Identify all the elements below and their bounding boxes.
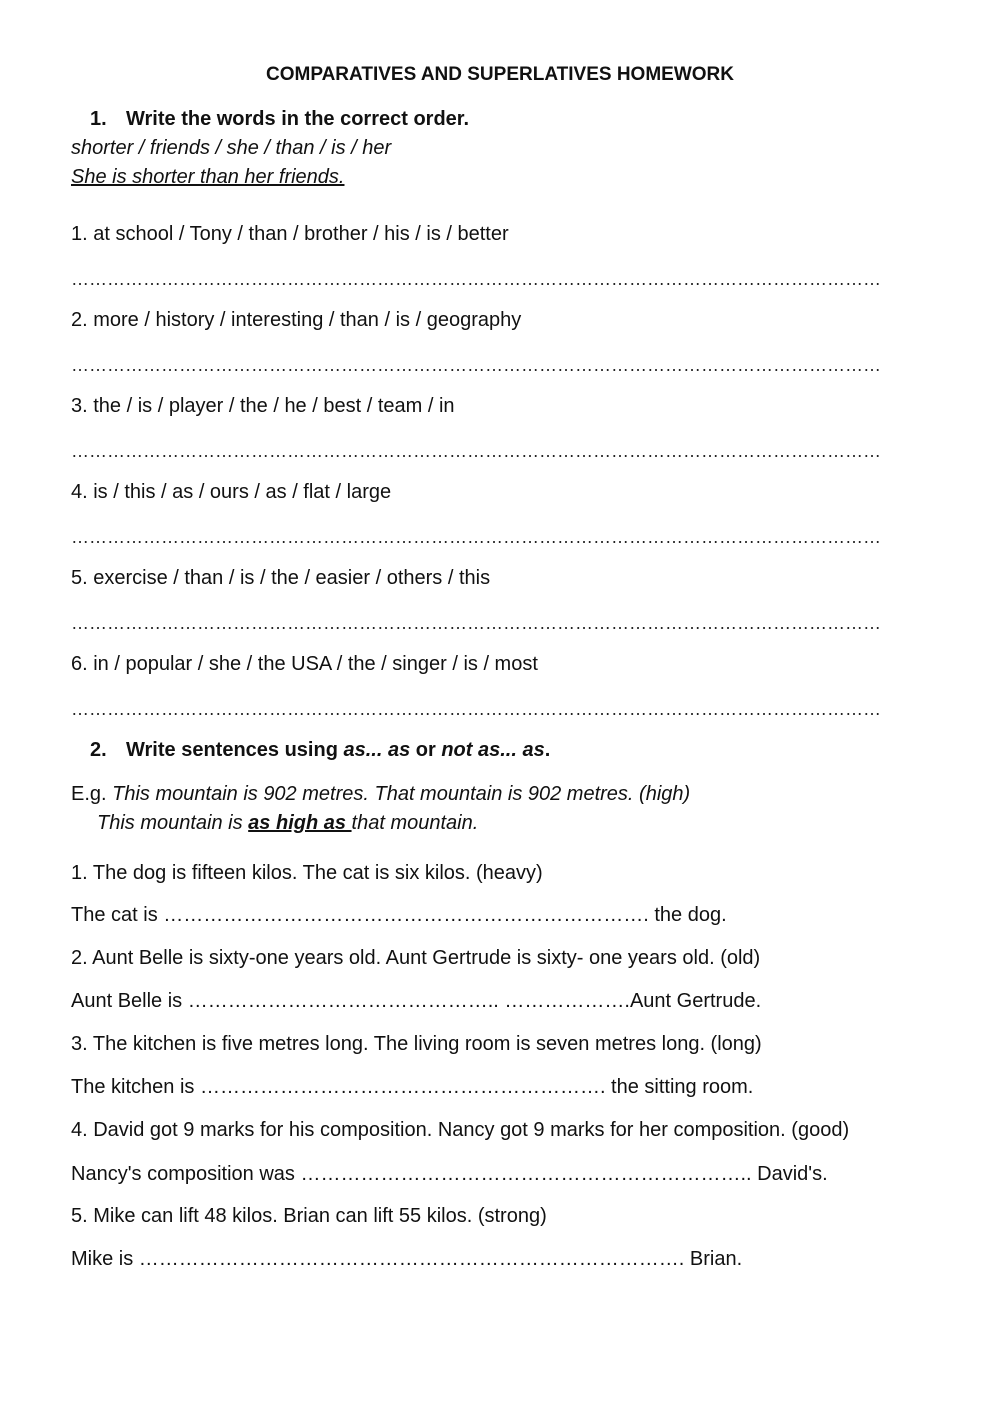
answer-line-4[interactable]: ………………………………………………………………………………………………………………………	[71, 527, 881, 547]
answer-line-5[interactable]: ………………………………………………………………………………………………………………………	[71, 613, 881, 633]
example-prompt: shorter / friends / she / than / is / her	[71, 137, 392, 159]
compare-answer-1[interactable]: The cat is ………………………………………………………………. the dog.	[71, 904, 727, 926]
order-item-2: 2. more / history / interesting / than / is / geography	[71, 309, 522, 331]
section-1-number: 1.	[90, 108, 107, 130]
eg-sentence: This mountain is 902 metres. That mountain is 902 metres. (high)	[112, 783, 691, 805]
example-answer: She is shorter than her friends.	[71, 166, 345, 188]
example-2-line-2	[97, 810, 478, 836]
order-item-5: 5. exercise / than / is / the / easier / others / this	[71, 567, 491, 589]
eg-answer-post: that mountain.	[351, 812, 479, 834]
section-2-number: 2.	[90, 739, 107, 761]
page-title: COMPARATIVES AND SUPERLATIVES HOMEWORK	[266, 64, 734, 85]
eg-answer-pre: This mountain is	[97, 812, 249, 834]
section-2-heading-end: .	[544, 739, 551, 761]
section-2-heading-text: Write sentences using	[126, 739, 344, 761]
compare-prompt-2: 2. Aunt Belle is sixty-one years old. Aunt Gertrude is sixty- one years old. (old)	[71, 947, 761, 969]
compare-prompt-3: 3. The kitchen is five metres long. The living room is seven metres long. (long)	[71, 1033, 762, 1055]
section-2-heading-as-as: as... as	[343, 739, 411, 761]
compare-answer-4[interactable]: Nancy's composition was ………………………………………………………….. David's.	[71, 1163, 828, 1185]
eg-label: E.g.	[71, 783, 113, 805]
order-item-3: 3. the / is / player / the / he / best / team / in	[71, 395, 455, 417]
answer-line-1[interactable]: ………………………………………………………………………………………………………………………	[71, 269, 881, 289]
order-item-1: 1. at school / Tony / than / brother / his / is / better	[71, 223, 509, 245]
answer-line-2[interactable]: ………………………………………………………………………………………………………………………	[71, 355, 881, 375]
compare-answer-2[interactable]: Aunt Belle is ……………………………………….. ……………….Aunt Gertrude.	[71, 990, 762, 1012]
section-2-heading-not-as-as: not as... as	[441, 739, 545, 761]
answer-line-3[interactable]: ………………………………………………………………………………………………………………………	[71, 441, 881, 461]
section-1-heading-text: Write the words in the correct order.	[126, 108, 470, 130]
compare-prompt-1: 1. The dog is fifteen kilos. The cat is six kilos. (heavy)	[71, 862, 543, 884]
section-2-heading-or: or	[410, 739, 442, 761]
compare-answer-3[interactable]: The kitchen is ……………………………………………………. the sitting room.	[71, 1076, 754, 1098]
answer-line-6[interactable]: ………………………………………………………………………………………………………………………	[71, 699, 881, 719]
section-2-heading	[90, 737, 550, 763]
example-2-line-1	[71, 781, 690, 807]
order-item-6: 6. in / popular / she / the USA / the / singer / is / most	[71, 653, 538, 675]
order-item-4: 4. is / this / as / ours / as / flat / large	[71, 481, 392, 503]
compare-prompt-4: 4. David got 9 marks for his composition. Nancy got 9 marks for her composition. (good)	[71, 1119, 850, 1141]
compare-prompt-5: 5. Mike can lift 48 kilos. Brian can lift 55 kilos. (strong)	[71, 1205, 547, 1227]
section-1-heading	[90, 106, 469, 132]
compare-answer-5[interactable]: Mike is ………………………………………………………………………. Brian.	[71, 1248, 743, 1270]
eg-answer-highlight: as high as	[248, 812, 352, 834]
